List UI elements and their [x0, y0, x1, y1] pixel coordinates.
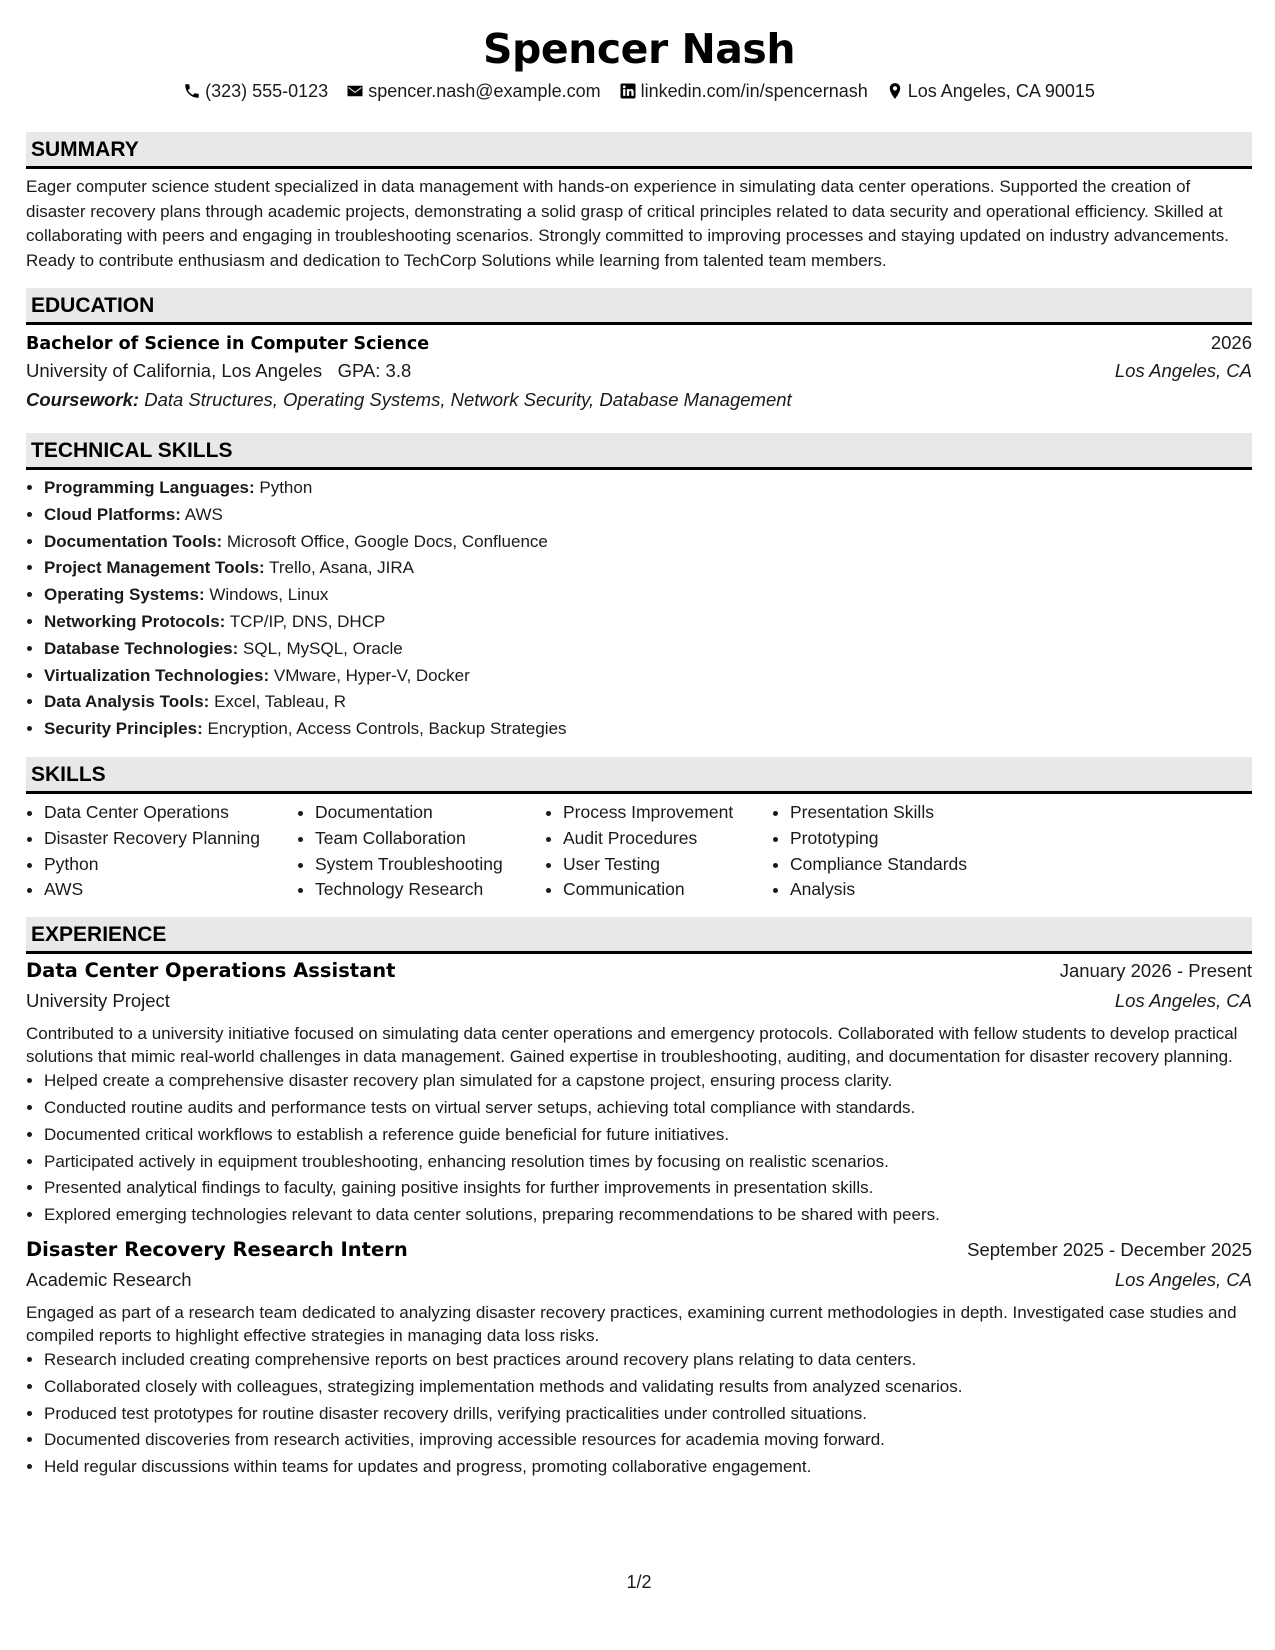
skills-column	[26, 800, 297, 903]
school-name: University of California, Los Angeles	[26, 360, 323, 381]
linkedin-text: linkedin.com/in/spencernash	[640, 80, 868, 101]
job-organization: Academic Research	[26, 1268, 192, 1290]
phone-text: (323) 555-0123	[205, 80, 329, 101]
technical-skill-item: • Cloud Platforms: AWS	[44, 502, 1252, 529]
job-organization: University Project	[26, 990, 170, 1012]
technical-skill-item: • Data Analysis Tools: Excel, Tableau, R	[44, 689, 1252, 716]
graduation-year: 2026	[1210, 332, 1252, 353]
contact-bar	[26, 77, 1252, 105]
technical-skill-item: • Security Principles: Encryption, Access Controls, Backup Strategies	[44, 716, 1252, 743]
skill-item: • Compliance Standards	[790, 852, 1040, 878]
technical-skill-item: • Programming Languages: Python	[44, 475, 1252, 502]
section-heading-skills: SKILLS	[26, 757, 1252, 794]
skill-item: • Disaster Recovery Planning	[44, 826, 297, 852]
job-bullet: • Helped create a comprehensive disaster recovery plan simulated for a capstone project, ensuring process clarity.	[44, 1068, 1252, 1095]
job-bullets	[26, 1068, 1252, 1229]
job-bullet: • Collaborated closely with colleagues, strategizing implementation methods and validating results from analyzed scenarios.	[44, 1374, 1252, 1401]
skill-item: • Python	[44, 852, 297, 878]
skill-item: • Technology Research	[315, 877, 545, 903]
job-bullet: • Conducted routine audits and performance tests on virtual server setups, achieving total compliance with standards.	[44, 1095, 1252, 1122]
section-heading-experience: EXPERIENCE	[26, 917, 1252, 954]
gpa: GPA: 3.8	[337, 360, 412, 381]
job-description: Contributed to a university initiative focused on simulating data center operations and emergency protocols. Collaborated with fellow students to develop practical solutions that mimic real-world challenges in data management. Gained expertise in troubleshooting, auditing, and documentation for disaster recovery planning.	[26, 1024, 1238, 1067]
coursework-list: Data Structures, Operating Systems, Network Security, Database Management	[144, 389, 792, 410]
technical-skill-item: • Virtualization Technologies: VMware, Hyper-V, Docker	[44, 663, 1252, 690]
school-location: Los Angeles, CA	[1114, 360, 1252, 381]
skill-item: • Team Collaboration	[315, 826, 545, 852]
page-number: 1/2	[626, 1572, 652, 1592]
technical-skill-item: • Networking Protocols: TCP/IP, DNS, DHCP	[44, 609, 1252, 636]
map-marker-icon	[886, 82, 904, 100]
job-location: Los Angeles, CA	[1114, 990, 1252, 1012]
skills-column	[545, 800, 772, 903]
job-header-row	[26, 1238, 1252, 1269]
job-bullet: • Documented discoveries from research activities, improving accessible resources for academia moving forward.	[44, 1427, 1252, 1454]
skill-item: • System Troubleshooting	[315, 852, 545, 878]
job-location: Los Angeles, CA	[1114, 1268, 1252, 1290]
envelope-icon	[346, 82, 364, 100]
job-description: Engaged as part of a research team dedicated to analyzing disaster recovery practices, examining current methodologies in depth. Investigated case studies and compiled reports to highlight effective strategies in managing data loss risks.	[26, 1302, 1237, 1345]
summary-text: Eager computer science student specialized in data management with hands-on experience in simulating data center operations. Supported the creation of disaster recovery plans through academic projects, demonstrating a solid grasp of critical principles related to data security and operational efficiency. Skilled at collaborating with peers and engaging in troubleshooting scenarios. Strongly committed to improving processes and staying updated on industry advancements. Ready to contribute enthusiasm and dedication to TechCorp Solutions while learning from talented team members.	[26, 177, 1229, 270]
section-heading-summary: SUMMARY	[26, 132, 1252, 169]
job-org-row	[26, 1269, 1252, 1301]
job-bullet: • Research included creating comprehensive reports on best practices around recovery plans relating to data centers.	[44, 1347, 1252, 1374]
phone-icon	[183, 82, 201, 100]
skills-grid	[26, 800, 1252, 903]
coursework-label: Coursework:	[26, 389, 140, 410]
job-header-row	[26, 959, 1252, 990]
job-bullet: • Presented analytical findings to faculty, gaining positive insights for further improvements in presentation skills.	[44, 1175, 1252, 1202]
contact-email[interactable]	[346, 81, 600, 102]
skill-item: • Analysis	[790, 877, 1040, 903]
degree-title: Bachelor of Science in Computer Science	[26, 334, 430, 354]
candidate-name: Spencer Nash	[482, 25, 796, 73]
technical-skill-item: • Database Technologies: SQL, MySQL, Oracle	[44, 636, 1252, 663]
job-bullet: • Explored emerging technologies relevant to data center solutions, preparing recommendations to be shared with peers.	[44, 1202, 1252, 1229]
skill-item: • Prototyping	[790, 826, 1040, 852]
linkedin-icon	[619, 82, 637, 100]
job-title: Disaster Recovery Research Intern	[26, 1237, 408, 1261]
skill-item: • AWS	[44, 877, 297, 903]
section-heading-technical-skills: TECHNICAL SKILLS	[26, 433, 1252, 470]
section-heading-education: EDUCATION	[26, 288, 1252, 325]
resume-page	[26, 0, 1252, 1592]
job-title: Data Center Operations Assistant	[26, 959, 396, 983]
skill-item: • Presentation Skills	[790, 800, 1040, 826]
job-bullets	[26, 1347, 1252, 1481]
coursework-line	[26, 389, 1252, 418]
contact-location	[886, 81, 1095, 102]
skill-item: • User Testing	[563, 852, 772, 878]
contact-phone[interactable]	[183, 81, 328, 102]
technical-skill-item: • Documentation Tools: Microsoft Office, Google Docs, Confluence	[44, 529, 1252, 556]
school-line	[26, 360, 411, 382]
education-degree-row	[26, 332, 1252, 360]
job-bullet: • Documented critical workflows to establish a reference guide beneficial for future initiatives.	[44, 1122, 1252, 1149]
skill-item: • Communication	[563, 877, 772, 903]
technical-skill-item: • Project Management Tools: Trello, Asana, JIRA	[44, 555, 1252, 582]
contact-linkedin[interactable]	[619, 81, 868, 102]
skill-item: • Process Improvement	[563, 800, 772, 826]
skills-column	[772, 800, 1040, 903]
email-text: spencer.nash@example.com	[368, 80, 601, 101]
location-text: Los Angeles, CA 90015	[907, 80, 1095, 101]
skill-item: • Data Center Operations	[44, 800, 297, 826]
job-bullet: • Held regular discussions within teams for updates and progress, promoting collaborative engagement.	[44, 1454, 1252, 1481]
job-dates: January 2026 - Present	[1059, 960, 1252, 982]
experience-entry	[26, 959, 1252, 1229]
experience-entry	[26, 1238, 1252, 1481]
job-org-row	[26, 990, 1252, 1022]
job-bullet: • Produced test prototypes for routine disaster recovery drills, verifying practicalities under controlled situations.	[44, 1401, 1252, 1428]
job-bullet: • Participated actively in equipment troubleshooting, enhancing resolution times by focusing on realistic scenarios.	[44, 1149, 1252, 1176]
technical-skills-list	[26, 475, 1252, 743]
technical-skill-item: • Operating Systems: Windows, Linux	[44, 582, 1252, 609]
skill-item: • Documentation	[315, 800, 545, 826]
education-school-row	[26, 360, 1252, 389]
skill-item: • Audit Procedures	[563, 826, 772, 852]
skills-column	[297, 800, 545, 903]
job-dates: September 2025 - December 2025	[967, 1238, 1252, 1260]
